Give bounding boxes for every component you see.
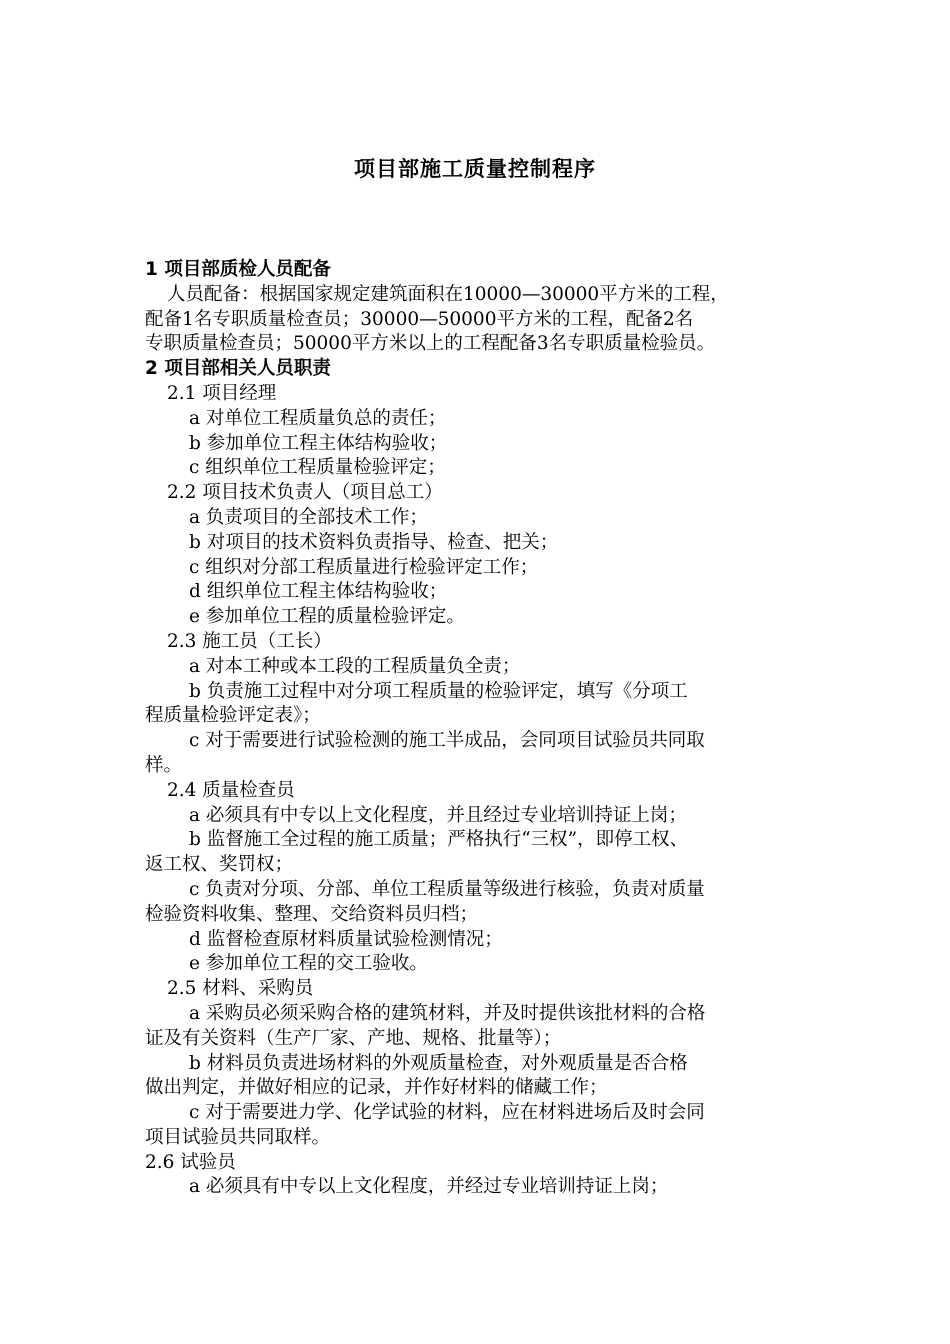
text-line: 2.4 质量检查员 xyxy=(167,779,295,801)
text-line: a 负责项目的全部技术工作； xyxy=(189,506,428,528)
text-line: 返工权、奖罚权； xyxy=(145,854,294,876)
text-line: a 对本工种或本工段的工程质量负全责； xyxy=(189,655,521,677)
text-line: 2.1 项目经理 xyxy=(167,382,277,404)
section-heading: 2 项目部相关人员职责 xyxy=(145,358,331,380)
text-line: c 对于需要进力学、化学试验的材料，应在材料进场后及时会同 xyxy=(189,1102,705,1124)
text-line: 2.5 材料、采购员 xyxy=(167,978,314,1000)
text-line: a 必须具有中专以上文化程度，并且经过专业培训持证上岗； xyxy=(189,804,687,826)
text-line: 2.3 施工员（工长） xyxy=(167,630,332,652)
text-line: 检验资料收集、整理、交给资料员归档； xyxy=(145,903,479,925)
text-line: 项目试验员共同取样。 xyxy=(145,1126,331,1148)
text-line: c 对于需要进行试验检测的施工半成品，会同项目试验员共同取 xyxy=(189,730,705,752)
text-line: c 组织对分部工程质量进行检验评定工作； xyxy=(189,556,539,578)
text-line: 专职质量检查员；50000平方米以上的工程配备3名专职质量检验员。 xyxy=(145,333,716,355)
text-line: a 对单位工程质量负总的责任； xyxy=(189,407,447,429)
text-line: a 采购员必须采购合格的建筑材料，并及时提供该批材料的合格 xyxy=(189,1002,706,1024)
text-line: 样。 xyxy=(145,754,183,776)
text-line: c 组织单位工程质量检验评定； xyxy=(189,457,446,479)
text-line: 配备1名专职质量检查员；30000—50000平方米的工程，配备2名 xyxy=(145,308,694,330)
text-line: 2.6 试验员 xyxy=(145,1151,236,1173)
text-line: 证及有关资料（生产厂家、产地、规格、批量等）； xyxy=(145,1027,562,1049)
text-line: d 监督检查原材料质量试验检测情况； xyxy=(189,928,503,950)
text-line: c 负责对分项、分部、单位工程质量等级进行核验，负责对质量 xyxy=(189,878,705,900)
text-line: 2.2 项目技术负责人（项目总工） xyxy=(167,482,443,504)
text-line: 做出判定，并做好相应的记录，并作好材料的储藏工作； xyxy=(145,1077,608,1099)
text-line: b 负责施工过程中对分项工程质量的检验评定，填写《分项工 xyxy=(189,680,688,702)
text-line: e 参加单位工程的质量检验评定。 xyxy=(189,606,465,628)
text-line: 程质量检验评定表》； xyxy=(145,705,321,727)
text-line: b 参加单位工程主体结构验收； xyxy=(189,432,448,454)
document-body xyxy=(145,258,825,1200)
text-line: b 材料员负责进场材料的外观质量检查，对外观质量是否合格 xyxy=(189,1052,688,1074)
text-line: a 必须具有中专以上文化程度，并经过专业培训持证上岗； xyxy=(189,1176,669,1198)
section-heading: 1 项目部质检人员配备 xyxy=(145,259,331,280)
text-line: 人员配备：根据国家规定建筑面积在10000—30000平方米的工程， xyxy=(167,283,729,305)
text-line: e 参加单位工程的交工验收。 xyxy=(189,953,428,975)
text-line: b 监督施工全过程的施工质量；严格执行“三权”，即停工权、 xyxy=(189,829,689,851)
document-title: 项目部施工质量控制程序 xyxy=(354,157,596,181)
text-line: d 组织单位工程主体结构验收； xyxy=(189,581,448,603)
text-line: b 对项目的技术资料负责指导、检查、把关； xyxy=(189,531,559,553)
